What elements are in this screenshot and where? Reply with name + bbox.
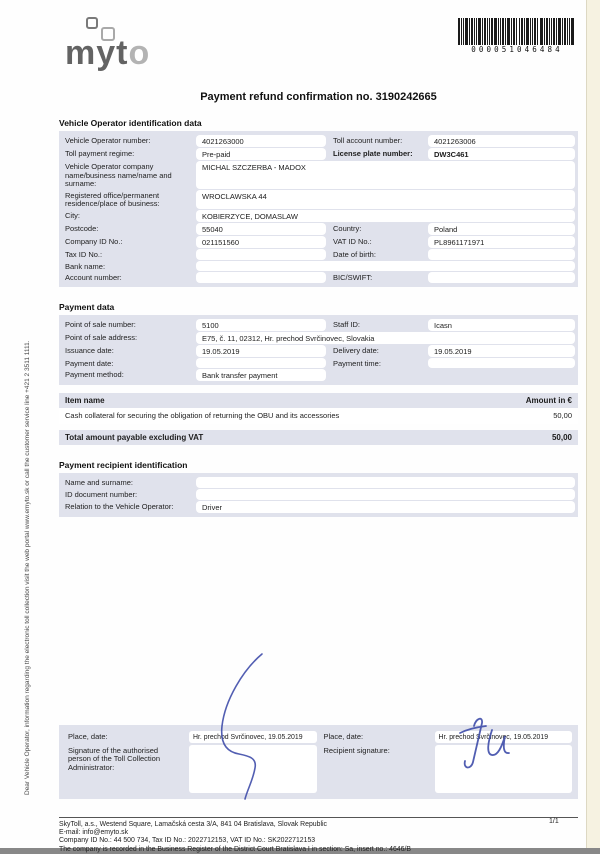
label-id-document: ID document number: <box>65 489 138 499</box>
item-description: Cash collateral for securing the obligation of returning the OBU and its accessories <box>65 411 340 421</box>
value-bank-name <box>196 261 575 272</box>
value-pos-number: 5100 <box>196 319 326 331</box>
footer-email: E-mail: info@emyto.sk <box>59 828 129 836</box>
total-amount: 50,00 <box>551 433 572 443</box>
label-bic-swift: BIC/SWIFT: <box>333 273 373 283</box>
signature-left-column <box>65 731 317 793</box>
value-id-document <box>196 489 575 500</box>
section-title-recipient: Payment recipient identification <box>59 460 188 471</box>
label-issuance-date: Issuance date: <box>65 345 114 355</box>
table-row <box>62 261 575 272</box>
table-row <box>62 501 575 513</box>
label-place-date-right: Place, date: <box>323 731 364 741</box>
label-recipient-signature: Recipient signature: <box>323 745 390 755</box>
footer-address: SkyToll, a.s., Westend Square, Lamačská cesta 3/A, 841 04 Bratislava, Slovak Republic <box>59 820 327 828</box>
myto-logo <box>59 14 151 72</box>
label-toll-account: Toll account number: <box>333 136 403 145</box>
logo-accent-square-large-icon <box>101 27 115 41</box>
label-staff-id: Staff ID: <box>333 319 360 329</box>
barcode-digits: 000051046484 <box>471 45 563 54</box>
label-registered-office: Registered office/permanent residence/place of business: <box>65 190 160 209</box>
value-tax-id <box>196 249 326 260</box>
label-pos-address: Point of sale address: <box>65 332 138 342</box>
items-amount-header: Amount in € <box>525 396 572 406</box>
page-number: 1/1 <box>549 818 559 825</box>
items-table <box>59 393 578 445</box>
label-pos-number: Point of sale number: <box>65 319 136 329</box>
value-country: Poland <box>428 223 575 235</box>
label-bank-name: Bank name: <box>65 261 106 271</box>
table-row <box>62 477 575 488</box>
label-postcode: Postcode: <box>65 223 99 233</box>
document-footer <box>59 817 578 854</box>
barcode-bars-icon <box>458 18 574 45</box>
value-registered-office: WROCLAWSKA 44 <box>196 190 575 209</box>
value-bic-swift <box>428 272 575 283</box>
label-payment-regime: Toll payment regime: <box>65 149 135 158</box>
label-company-name: Vehicle Operator company name/business name/name and surname: <box>65 162 172 189</box>
item-row <box>59 408 578 424</box>
label-vat-id: VAT ID No.: <box>333 236 372 246</box>
payment-data-table <box>59 315 578 386</box>
table-row <box>62 223 575 235</box>
label-country: Country: <box>333 223 362 233</box>
administrator-signature-box <box>189 745 317 793</box>
value-relation: Driver <box>196 501 575 513</box>
value-operator-number: 4021263000 <box>196 135 326 147</box>
value-payment-time <box>428 358 575 369</box>
table-row <box>62 358 575 369</box>
label-payment-method: Payment method: <box>65 370 124 380</box>
item-amount: 50,00 <box>553 411 572 421</box>
logo-accent-square-small-icon <box>86 17 98 29</box>
label-payment-time: Payment time: <box>333 358 381 368</box>
table-row <box>62 236 575 248</box>
table-row <box>62 489 575 500</box>
footer-register: The company is recorded in the Business Register of the District Court Bratislava I in section: Sa, insert no.: 4646/B <box>59 845 411 853</box>
table-row <box>62 319 575 331</box>
signature-right-column <box>321 731 573 793</box>
value-company-id: 021151560 <box>196 236 326 248</box>
value-license-plate: DW3C461 <box>428 148 575 160</box>
value-place-date-left: Hr. prechod Svrčinovec, 19.05.2019 <box>189 731 317 743</box>
vehicle-operator-table <box>59 131 578 287</box>
barcode <box>458 18 576 54</box>
value-issuance-date: 19.05.2019 <box>196 345 326 357</box>
recipient-signature-box <box>435 745 573 793</box>
signature-block <box>59 725 578 799</box>
recipient-table <box>59 473 578 516</box>
section-title-vehicle-operator: Vehicle Operator identification data <box>59 118 202 128</box>
value-payment-regime: Pre-paid <box>196 148 326 160</box>
value-pos-address: E75, č. 11, 02312, Hr. prechod Svrčinovec, Slovakia <box>196 332 575 344</box>
side-note-vertical-text: Dear Vehicle Operator, information regarding the electronic toll collection visit the web portal www.emyto.sk or call the customer service line +421 2 3511 1111. <box>24 340 31 795</box>
table-row <box>62 345 575 357</box>
value-staff-id: Icasn <box>428 319 575 331</box>
items-total-row <box>59 430 578 445</box>
items-name-header: Item name <box>65 396 105 406</box>
footer-company-ids: Company ID No.: 44 500 734, Tax ID No.: 2022712153, VAT ID No.: SK2022712153 <box>59 837 316 845</box>
logo-text-dark: myt <box>65 34 129 72</box>
table-row <box>62 272 575 283</box>
document-title: Payment refund confirmation no. 3190242665 <box>200 91 437 103</box>
value-date-of-birth <box>428 249 575 260</box>
document-header <box>59 14 578 76</box>
table-row <box>62 190 575 209</box>
value-place-date-right: Hr. prechod Svrčinovec, 19.05.2019 <box>435 731 573 743</box>
value-payment-date <box>196 358 326 369</box>
label-payment-date: Payment date: <box>65 358 114 368</box>
table-row <box>62 249 575 260</box>
label-license-plate: License plate number: <box>333 149 413 158</box>
value-vat-id: PL8961171971 <box>428 236 575 248</box>
label-tax-id: Tax ID No.: <box>65 249 103 259</box>
logo-text-light: o <box>128 34 151 72</box>
value-delivery-date: 19.05.2019 <box>428 345 575 357</box>
table-row <box>62 135 575 147</box>
table-row <box>62 148 575 160</box>
table-row <box>62 369 575 381</box>
scan-edge-artifact <box>586 0 600 848</box>
section-title-payment-data: Payment data <box>59 301 115 312</box>
label-company-id: Company ID No.: <box>65 236 123 246</box>
value-city: KOBIERZYCE, DOMASLAW <box>196 210 575 222</box>
value-account-number <box>196 272 326 283</box>
items-header-row <box>59 393 578 408</box>
value-payment-method: Bank transfer payment <box>196 369 326 381</box>
value-toll-account: 4021263006 <box>428 135 575 147</box>
label-place-date-left: Place, date: <box>68 731 108 741</box>
total-label: Total amount payable excluding VAT <box>65 433 204 443</box>
table-row <box>62 332 575 344</box>
label-account-number: Account number: <box>65 273 122 283</box>
value-company-name: MICHAL SZCZERBA - MADOX <box>196 161 575 189</box>
label-operator-number: Vehicle Operator number: <box>65 136 151 145</box>
table-row <box>62 210 575 222</box>
value-name-surname <box>196 477 575 488</box>
label-relation: Relation to the Vehicle Operator: <box>65 501 174 511</box>
document-content <box>59 0 578 854</box>
label-delivery-date: Delivery date: <box>333 345 379 355</box>
value-postcode: 55040 <box>196 223 326 235</box>
label-name-surname: Name and surname: <box>65 478 133 488</box>
label-city: City: <box>65 210 80 220</box>
label-administrator-signature: Signature of the authorised person of the Toll Collection Administrator: <box>68 745 160 772</box>
label-date-of-birth: Date of birth: <box>333 249 376 259</box>
table-row <box>62 161 575 189</box>
